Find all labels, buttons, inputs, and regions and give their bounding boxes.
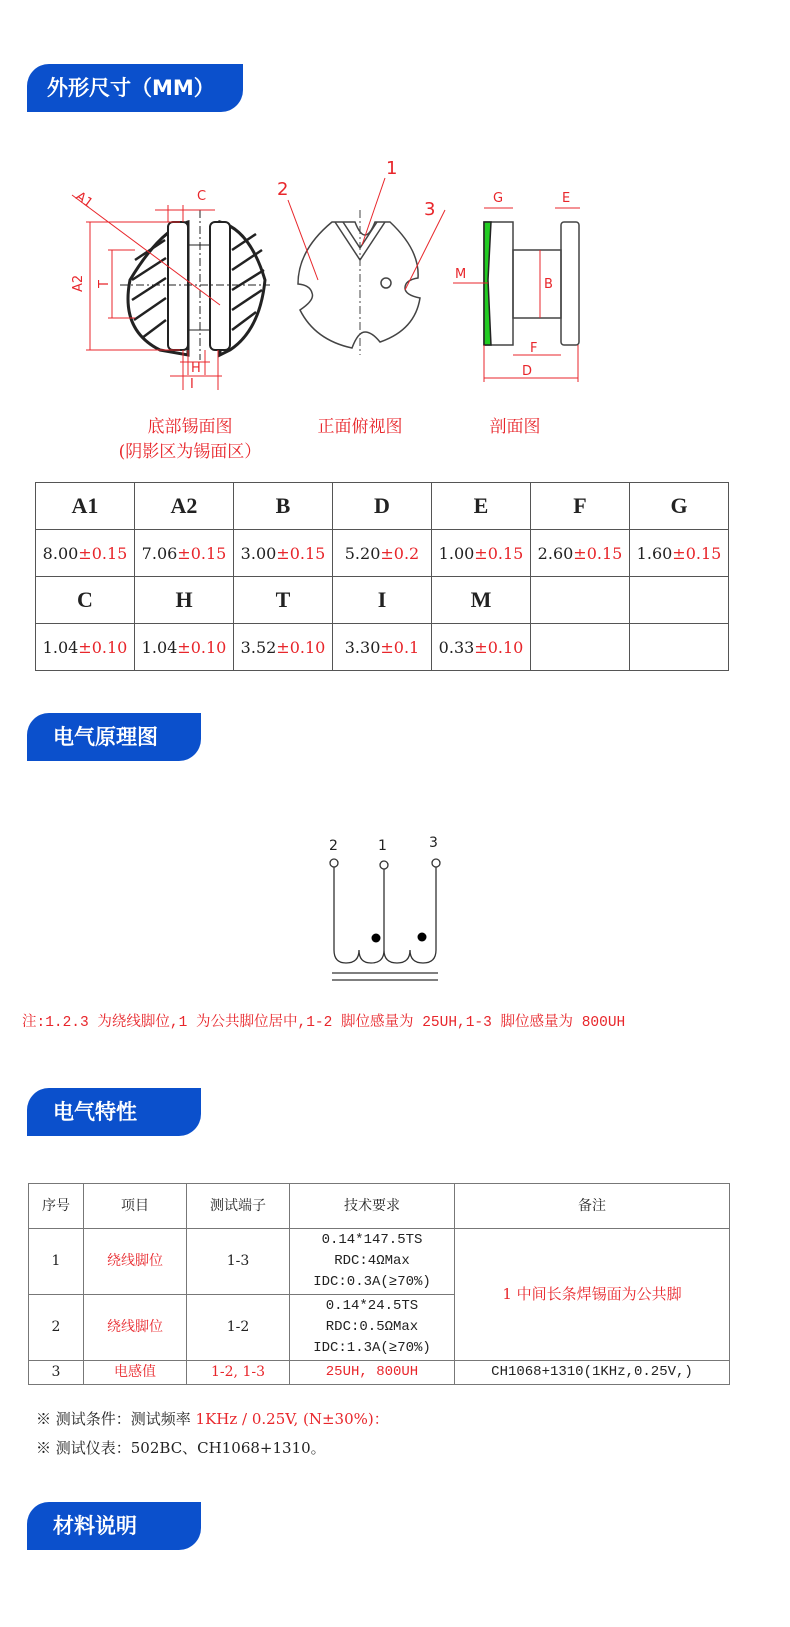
cell-no: 2 xyxy=(29,1295,84,1361)
svg-text:T: T xyxy=(97,280,112,288)
dim-label: E xyxy=(432,483,531,530)
section-header-dimensions: 外形尺寸（MM） xyxy=(27,64,243,112)
dim-value xyxy=(531,624,630,671)
svg-text:2: 2 xyxy=(329,838,338,854)
header-cell: 测试端子 xyxy=(187,1184,290,1229)
cell-remark: 1 中间长条焊锡面为公共脚 xyxy=(455,1229,730,1361)
dim-label: G xyxy=(630,483,729,530)
dim-value: 3.00±0.15 xyxy=(234,530,333,577)
cell-no: 3 xyxy=(29,1361,84,1385)
section-header-schematic: 电气原理图 xyxy=(27,713,201,761)
dim-label: F xyxy=(531,483,630,530)
schematic-note: 注:1.2.3 为绕线脚位,1 为公共脚位居中,1-2 脚位感量为 25UH,1-3 脚位感量为 800UH xyxy=(22,1015,626,1031)
cell-req: 25UH, 800UH xyxy=(290,1361,455,1385)
dim-value: 3.52±0.10 xyxy=(234,624,333,671)
dim-value: 5.20±0.2 xyxy=(333,530,432,577)
dim-header-row xyxy=(36,577,729,624)
caption-section-view: 剖面图 xyxy=(489,417,541,437)
dimension-table xyxy=(35,482,729,671)
svg-text:G: G xyxy=(493,191,504,206)
dimension-drawing xyxy=(60,150,600,390)
svg-text:1: 1 xyxy=(378,838,387,854)
svg-text:M: M xyxy=(455,267,467,282)
svg-text:3: 3 xyxy=(429,835,438,851)
dim-header-row xyxy=(36,483,729,530)
cell-item: 绕线脚位 xyxy=(84,1229,187,1295)
dim-label: A2 xyxy=(135,483,234,530)
cell-item: 绕线脚位 xyxy=(84,1295,187,1361)
svg-text:A1: A1 xyxy=(72,189,96,212)
header-cell: 技术要求 xyxy=(290,1184,455,1229)
caption-bottom-view: 底部锡面图 (阴影区为锡面区） xyxy=(118,417,262,462)
dim-value-row xyxy=(36,530,729,577)
cell-req: 0.14*147.5TS RDC:4ΩMax IDC:0.3A(≥70%) xyxy=(290,1229,455,1295)
dim-value-row xyxy=(36,624,729,671)
dim-label: T xyxy=(234,577,333,624)
polarity-dot xyxy=(372,934,381,943)
cell-req: 0.14*24.5TS RDC:0.5ΩMax IDC:1.3A(≥70%) xyxy=(290,1295,455,1361)
svg-text:3: 3 xyxy=(424,199,436,220)
svg-text:D: D xyxy=(522,364,533,379)
dim-label: I xyxy=(333,577,432,624)
svg-text:I: I xyxy=(190,377,194,390)
schematic-diagram xyxy=(320,830,460,990)
header-cell: 项目 xyxy=(84,1184,187,1229)
bottom-view xyxy=(120,210,270,360)
dim-value: 8.00±0.15 xyxy=(36,530,135,577)
dim-label: H xyxy=(135,577,234,624)
dim-label: C xyxy=(36,577,135,624)
dim-label: B xyxy=(234,483,333,530)
table-header-row xyxy=(29,1184,730,1229)
dim-value: 1.04±0.10 xyxy=(36,624,135,671)
cell-remark: CH1068+1310(1KHz,0.25V,) xyxy=(455,1361,730,1385)
table-row xyxy=(29,1229,730,1295)
dim-value: 0.33±0.10 xyxy=(432,624,531,671)
svg-text:C: C xyxy=(197,189,207,204)
test-conditions: ※ 测试条件：测试频率 1KHz / 0.25V, (N±30%)： xyxy=(36,1410,389,1428)
svg-text:F: F xyxy=(530,341,538,356)
svg-text:1: 1 xyxy=(386,158,398,179)
dim-value: 1.00±0.15 xyxy=(432,530,531,577)
caption-front-view: 正面俯视图 xyxy=(317,417,403,437)
dim-label: M xyxy=(432,577,531,624)
cell-pins: 1-3 xyxy=(187,1229,290,1295)
svg-text:B: B xyxy=(544,277,553,292)
dim-value xyxy=(630,624,729,671)
table-row xyxy=(29,1361,730,1385)
test-instruments: ※ 测试仪表：502BC、CH1068+1310。 xyxy=(36,1439,326,1457)
section-header-materials: 材料说明 xyxy=(27,1502,201,1550)
header-cell: 备注 xyxy=(455,1184,730,1229)
electrical-table xyxy=(28,1183,730,1385)
dim-value: 1.04±0.10 xyxy=(135,624,234,671)
cell-item: 电感值 xyxy=(84,1361,187,1385)
dim-value: 1.60±0.15 xyxy=(630,530,729,577)
svg-text:2: 2 xyxy=(277,179,289,200)
dim-value: 2.60±0.15 xyxy=(531,530,630,577)
svg-text:A2: A2 xyxy=(71,274,86,292)
dim-label: A1 xyxy=(36,483,135,530)
section-header-electrical: 电气特性 xyxy=(27,1088,201,1136)
section-view xyxy=(484,222,579,345)
svg-text:E: E xyxy=(562,191,571,206)
header-cell: 序号 xyxy=(29,1184,84,1229)
cell-pins: 1-2, 1-3 xyxy=(187,1361,290,1385)
dim-value: 7.06±0.15 xyxy=(135,530,234,577)
dim-label xyxy=(531,577,630,624)
cell-no: 1 xyxy=(29,1229,84,1295)
dim-label xyxy=(630,577,729,624)
front-view xyxy=(298,210,420,355)
cell-pins: 1-2 xyxy=(187,1295,290,1361)
dim-label: D xyxy=(333,483,432,530)
svg-text:H: H xyxy=(191,361,201,376)
polarity-dot xyxy=(418,933,427,942)
dim-value: 3.30±0.1 xyxy=(333,624,432,671)
